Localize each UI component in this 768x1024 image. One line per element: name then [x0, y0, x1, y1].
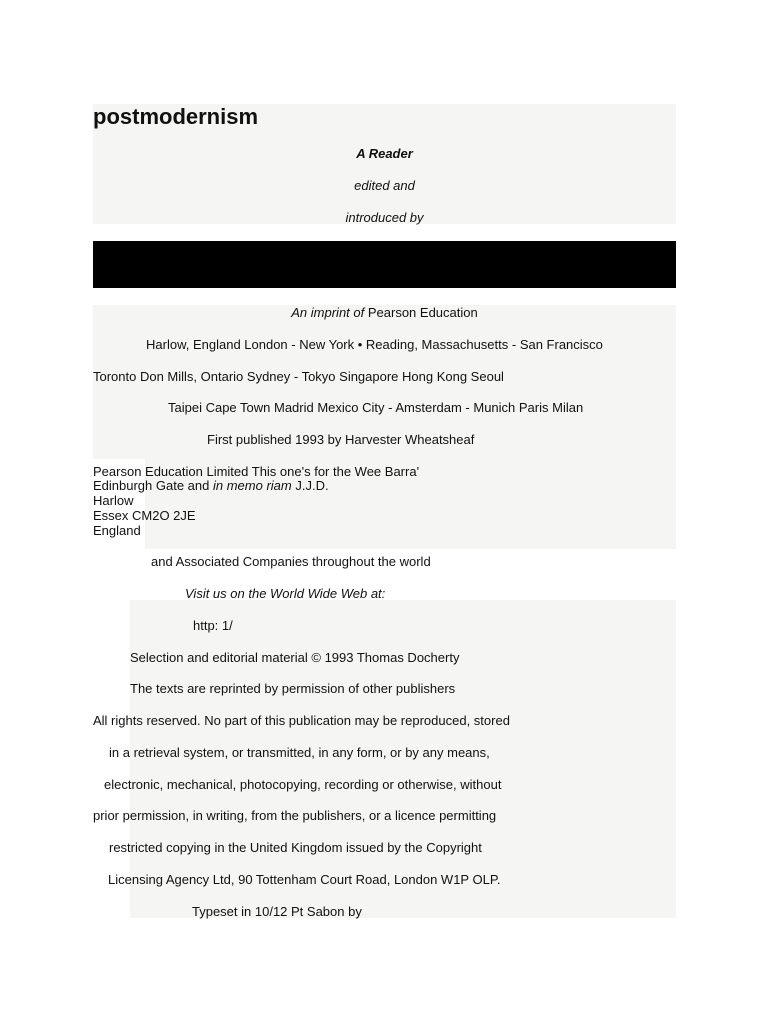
rights-line-2: in a retrieval system, or transmitted, in any form, or by any means, — [109, 745, 490, 760]
texts-line: The texts are reprinted by permission of other publishers — [130, 681, 456, 696]
book-title: postmodernism — [93, 104, 259, 129]
rights-line-6: Licensing Agency Ltd, 90 Tottenham Court Road, London W1P OLP. — [108, 872, 501, 887]
cities-line-3: Taipei Cape Town Madrid Mexico City - Amsterdam - Munich Paris Milan — [168, 400, 584, 415]
http-link[interactable]: http: 1/ — [193, 618, 233, 633]
visit-line: Visit us on the World Wide Web at: — [185, 586, 386, 601]
imprint-post: Pearson Education — [364, 305, 478, 320]
rights-line-5: restricted copying in the United Kingdom issued by the Copyright — [109, 840, 482, 855]
address-line-2-italic: in memo riam — [212, 478, 292, 493]
imprint-pre: An imprint of — [291, 305, 365, 320]
address-line-2-post: J.J.D. — [291, 478, 329, 493]
address-line-2 — [93, 478, 329, 493]
associated-line: and Associated Companies throughout the world — [151, 554, 431, 569]
redacted-bar — [93, 241, 676, 288]
cities-line-2: Toronto Don Mills, Ontario Sydney - Tokyo Singapore Hong Kong Seoul — [93, 369, 504, 384]
address-line-3: Harlow — [93, 493, 134, 508]
typeset-line: Typeset in 10/12 Pt Sabon by — [192, 904, 362, 919]
book-subtitle: A Reader — [356, 146, 413, 161]
address-line-1: Pearson Education Limited This one's for the Wee Barra' — [93, 464, 420, 479]
address-line-4: Essex CM2O 2JE — [93, 508, 196, 523]
address-line-5: England — [93, 523, 141, 538]
edited-line: edited and — [354, 178, 415, 193]
rights-line-1: All rights reserved. No part of this publication may be reproduced, stored — [93, 713, 510, 728]
address-line-2-pre: Edinburgh Gate and — [93, 478, 213, 493]
imprint-line — [93, 305, 676, 320]
cities-line-1: Harlow, England London - New York • Reading, Massachusetts - San Francisco — [146, 337, 603, 352]
introduced-line: introduced by — [345, 210, 424, 225]
selection-line: Selection and editorial material © 1993 Thomas Docherty — [130, 650, 460, 665]
first-published: First published 1993 by Harvester Wheatsheaf — [207, 432, 475, 447]
rights-line-3: electronic, mechanical, photocopying, recording or otherwise, without — [104, 777, 502, 792]
rights-line-4: prior permission, in writing, from the publishers, or a licence permitting — [93, 808, 497, 823]
